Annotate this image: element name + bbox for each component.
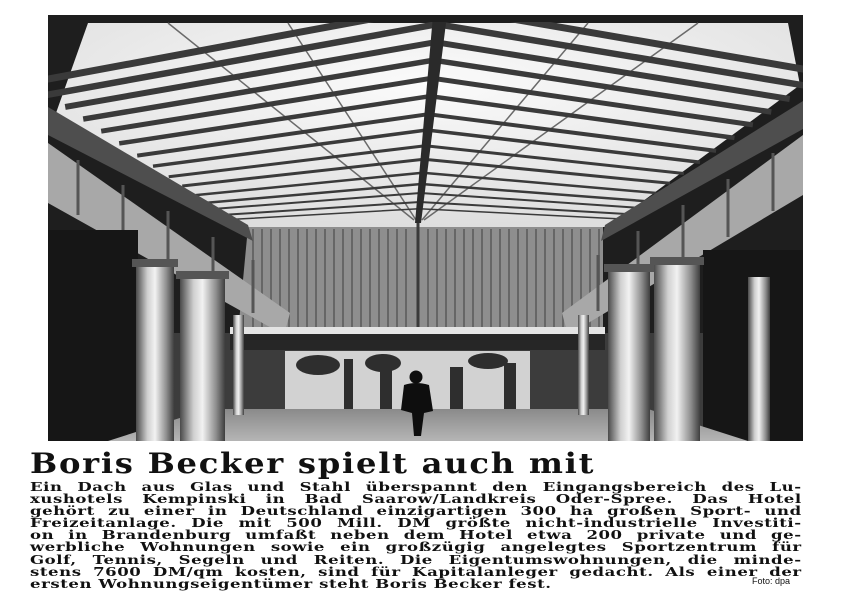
body-text-line: xushotels Kempinski in Bad Saarow/Landkreis Oder-Spree. Das Hotel — [30, 492, 802, 507]
article-photo — [48, 15, 803, 441]
body-text-line: gehört zu einer in Deutschland einzigartigen 300 ha großen Sport- und — [30, 504, 802, 519]
far-crossbeam — [230, 327, 605, 334]
far-gable-wall — [238, 227, 603, 333]
body-text-line: Freizeitanlage. Die mit 500 Mill. DM größte nicht-industrielle Investiti- — [30, 516, 802, 531]
far-crossbeam-shadow — [230, 334, 605, 350]
article-body — [30, 481, 802, 590]
body-text-line: on in Brandenburg umfaßt neben dem Hotel etwa 200 private und ge- — [30, 528, 802, 543]
body-text-line: Ein Dach aus Glas und Stahl überspannt den Eingangsbereich des Lu- — [30, 480, 802, 494]
body-text-line: stens 7600 DM/qm kosten, sind für Kapitalanleger gedacht. Als einer der — [30, 564, 802, 579]
article-headline: Boris Becker spielt auch mit — [30, 447, 596, 480]
photo-top-band — [48, 15, 803, 22]
body-text-line: werbliche Wohnungen sowie ein großzügig angelegtes Sportzentrum für — [30, 540, 802, 555]
body-text-line: Golf, Tennis, Segeln und Reiten. Die Eigentumswohnungen, die minde- — [30, 552, 802, 567]
body-text-line-last: ersten Wohnungseigentümer steht Boris Becker fest. — [30, 576, 552, 591]
left-shadow-area — [48, 230, 138, 441]
photo-credit: Foto: dpa — [752, 576, 791, 586]
